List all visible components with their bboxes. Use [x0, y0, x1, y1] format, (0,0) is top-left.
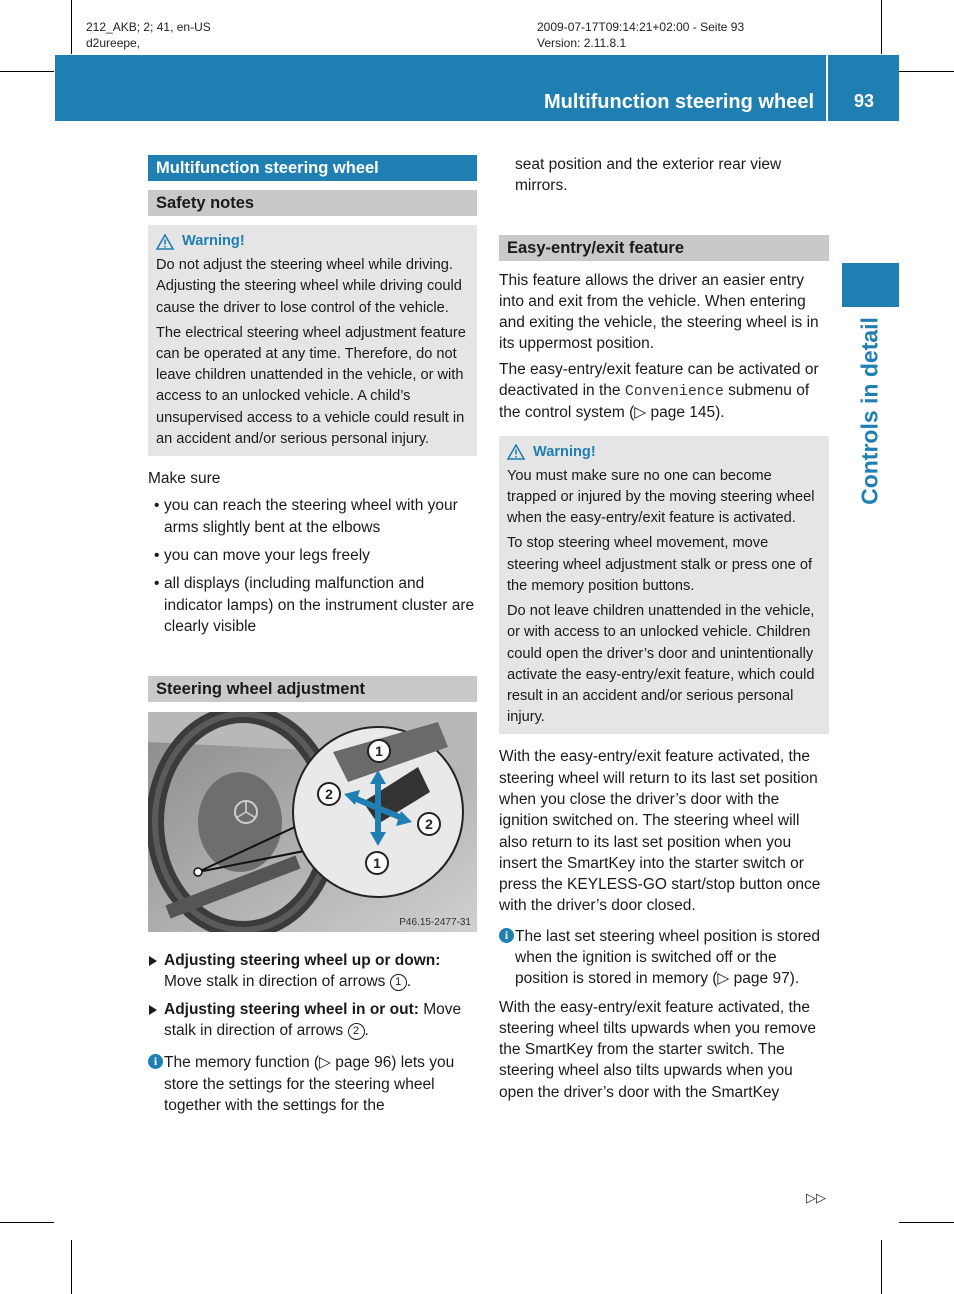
info-text: The memory function (▷ page 96) lets you store the settings for the steering wheel together with the settings for the [164, 1054, 455, 1114]
right-column [499, 154, 829, 1103]
step-arrow-icon [149, 956, 157, 966]
chapter-label: Controls in detail [856, 317, 883, 505]
step-text: . [364, 1022, 369, 1039]
menu-name: Convenience [624, 383, 724, 401]
crop-mark [71, 1240, 72, 1294]
body-text: This feature allows the driver an easier entry into and exit from the vehicle. When entering and exiting the vehicle, the steering wheel is in its uppermost position. [499, 271, 819, 353]
warning-header [156, 231, 469, 252]
circled-number: 2 [348, 1023, 365, 1040]
info-text: The last set steering wheel position is stored when the ignition is switched off or the position is stored in memory (▷ page 97). [515, 927, 820, 988]
crop-mark [881, 1240, 882, 1294]
callout-number: 2 [425, 816, 433, 833]
figure-code: P46.15-2477-31 [399, 917, 471, 929]
section-heading: Multifunction steering wheel [148, 155, 477, 181]
meta-line: 2009-07-17T09:14:21+02:00 - Seite 93 [537, 20, 745, 34]
page-number: 93 [853, 91, 875, 111]
warning-text: To stop steering wheel movement, move steering wheel adjustment stalk or press one of the memory position buttons. [507, 535, 813, 594]
crop-mark [881, 0, 882, 54]
step-arrow-icon [149, 1005, 157, 1015]
step-title: Adjusting steering wheel up or down: [164, 952, 441, 970]
body-text: With the easy-entry/exit feature activated, the steering wheel tilts upwards when you remove the SmartKey from the starter switch. The steering wheel also tilts upwards when you open the driver’s door with the SmartKey [499, 998, 817, 1101]
chapter-tab [842, 263, 899, 307]
crop-mark [71, 0, 72, 54]
circled-number: 1 [390, 974, 407, 991]
step-text: Move stalk in direction of arrows [164, 973, 390, 991]
body-text [499, 359, 829, 424]
body-text: With the easy-entry/exit feature activated, the steering wheel will return to its last set position when you close the driver’s door with the ignition switched on. The steering wheel will also return to its last set position when you insert the SmartKey into the starter switch or press the KEYLESS-GO start/stop button once with the driver’s door closed. [499, 748, 821, 915]
header-divider [826, 55, 828, 121]
body-text-part: submenu of the control system (▷ page 145). [499, 382, 810, 422]
warning-text: Do not leave children unattended in the vehicle, or with access to an unlocked vehicle. Children could open the driver’s door and unintentionally activate the easy-entry/exit feature, which could result in an accident and/or serious personal injury. [507, 603, 815, 726]
meta-line: 212_AKB; 2; 41, en-US [86, 20, 211, 34]
crop-mark [0, 1222, 54, 1223]
warning-text: Do not adjust the steering wheel while driving. Adjusting the steering wheel while driving could cause the driver to lose control of the vehicle. [156, 257, 462, 316]
warning-box [148, 225, 477, 456]
step-item [148, 950, 477, 993]
list-item: • you can move your legs freely [148, 545, 477, 566]
warning-label: Warning! [182, 233, 245, 249]
step-text: . [406, 973, 412, 991]
list-item: • all displays (including malfunction and indicator lamps) on the instrument cluster are clearly visible [148, 573, 477, 637]
body-text-part: The easy-entry/exit feature can be activated or deactivated in the [499, 360, 819, 400]
bullet-list [148, 495, 477, 637]
print-meta-left [86, 19, 211, 51]
callout-number: 1 [375, 743, 383, 760]
crop-mark [899, 71, 954, 72]
step-item [148, 999, 477, 1042]
warning-box [499, 436, 829, 735]
page-header [55, 55, 899, 121]
warning-triangle-icon [156, 234, 174, 250]
callout-number: 1 [373, 855, 381, 872]
warning-text: The electrical steering wheel adjustment feature can be operated at any time. Therefore, do not leave children unattended in the vehicle, or with access to an unlocked vehicle. A child’s unsupervised access to a vehicle could result in an accident and/or serious personal injury. [156, 324, 466, 447]
step-list [148, 950, 477, 1041]
warning-triangle-icon [507, 444, 525, 460]
warning-label: Warning! [533, 443, 596, 460]
meta-line: Version: 2.11.8.1 [537, 36, 627, 50]
subsection-heading: Steering wheel adjustment [148, 676, 477, 702]
warning-text: You must make sure no one can become trapped or injured by the moving steering wheel when the easy-entry/exit feature is activated. [507, 467, 815, 527]
info-icon: i [499, 928, 514, 943]
meta-line: d2ureepe, [86, 36, 141, 50]
subsection-heading: Easy-entry/exit feature [499, 235, 829, 261]
info-icon: i [148, 1054, 163, 1069]
warning-header [507, 442, 821, 463]
subsection-heading: Safety notes [148, 190, 477, 216]
step-title: Adjusting steering wheel in or out: [164, 1000, 419, 1018]
step-text: Move stalk in direction of arrows [164, 1000, 462, 1039]
body-text: seat position and the exterior rear view mirrors. [515, 156, 782, 195]
steering-wheel-illustration [148, 712, 477, 932]
body-text: Make sure [148, 470, 221, 488]
continue-mark: ▷▷ [806, 1190, 826, 1205]
info-note [148, 1052, 477, 1116]
crop-mark [899, 1222, 954, 1223]
list-item: • you can reach the steering wheel with your arms slightly bent at the elbows [148, 495, 477, 538]
left-column [148, 155, 477, 1116]
steering-wheel-figure [148, 712, 477, 932]
print-meta-right [537, 19, 744, 51]
info-note [499, 926, 829, 990]
callout-number: 2 [325, 786, 333, 803]
crop-mark [0, 71, 54, 72]
header-title: Multifunction steering wheel [543, 91, 814, 113]
